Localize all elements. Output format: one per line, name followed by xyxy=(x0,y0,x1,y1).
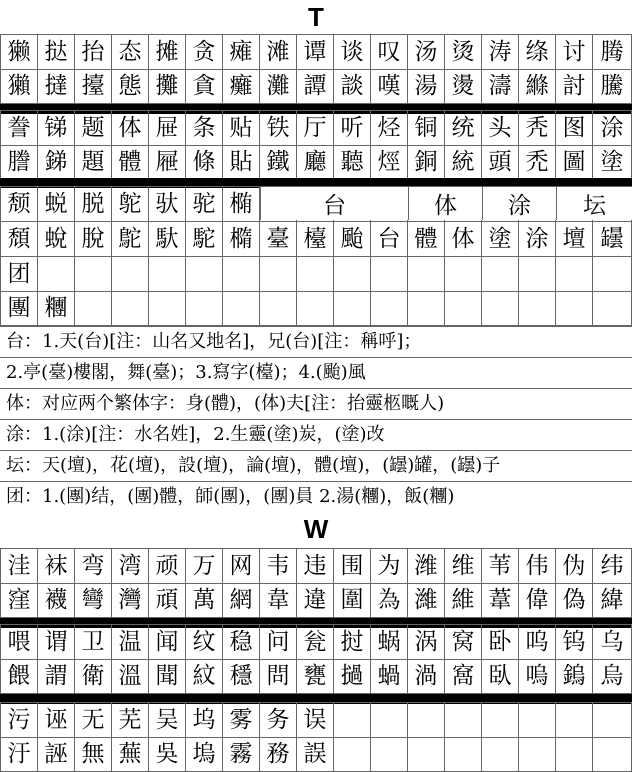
char-cell: 汙 xyxy=(0,738,37,771)
char-cell xyxy=(333,292,370,325)
char-cell: 談 xyxy=(333,70,370,103)
char-cell: 台 xyxy=(370,222,407,256)
char-cell: 聽 xyxy=(333,146,370,179)
char-cell: 問 xyxy=(259,660,296,693)
merged-header-label: 体 xyxy=(434,193,457,219)
char-cell xyxy=(333,738,370,771)
merged-header-cell xyxy=(556,187,632,220)
char-cell: 檯 xyxy=(296,222,333,256)
char-cell: 謂 xyxy=(37,660,74,693)
char-cell: 驼 xyxy=(185,187,222,221)
char-table-t-2 xyxy=(0,110,632,180)
note-line: 坛：天(壇)，花(壇)，設(壇)，論(壇)，體(壇)，(罎)罐，(罎)子 xyxy=(0,450,632,480)
char-cell: 洼 xyxy=(0,549,37,583)
char-cell: 臥 xyxy=(481,660,518,693)
char-cell: 撻 xyxy=(37,70,74,103)
char-cell: 吳 xyxy=(148,738,185,771)
note-line: 体：对应两个繁体字：身(體)，(体)夫[注：抬靈柩嘅人) xyxy=(0,388,632,418)
char-cell: 鐵 xyxy=(259,146,296,179)
char-cell: 谭 xyxy=(296,35,333,69)
note-line: 台：1.天(台)[注：山名又地名]，兄(台)[注：稱呼]； xyxy=(0,326,632,356)
char-cell: 討 xyxy=(555,70,592,103)
char-cell: 摊 xyxy=(148,35,185,69)
char-cell: 聞 xyxy=(148,660,185,693)
char-cell: 頑 xyxy=(148,584,185,617)
char-cell: 涛 xyxy=(481,35,518,69)
char-cell xyxy=(185,257,222,291)
char-cell: 蕪 xyxy=(111,738,148,771)
char-cell xyxy=(592,257,632,291)
char-cell: 驮 xyxy=(148,187,185,221)
char-cell: 涡 xyxy=(407,625,444,659)
merged-header-label: 坛 xyxy=(583,193,606,219)
char-cell: 腾 xyxy=(592,35,632,69)
char-cell: 甕 xyxy=(296,660,333,693)
char-cell: 诬 xyxy=(37,703,74,737)
char-cell: 偉 xyxy=(518,584,555,617)
char-cell: 偽 xyxy=(555,584,592,617)
char-cell: 叹 xyxy=(370,35,407,69)
merged-header-label: 台 xyxy=(323,193,346,219)
char-cell: 贪 xyxy=(185,35,222,69)
char-table-t-3 xyxy=(0,186,632,256)
char-cell xyxy=(148,292,185,325)
char-cell: 铜 xyxy=(407,111,444,145)
simplified-row xyxy=(0,624,632,659)
char-cell xyxy=(444,738,481,771)
char-cell xyxy=(518,257,555,291)
char-cell: 体 xyxy=(111,111,148,145)
char-cell: 蜕 xyxy=(37,187,74,221)
char-table-w-2 xyxy=(0,624,632,694)
char-cell: 窩 xyxy=(444,660,481,693)
char-cell: 污 xyxy=(0,703,37,737)
char-cell: 挝 xyxy=(333,625,370,659)
char-cell: 滩 xyxy=(259,35,296,69)
char-cell: 癱 xyxy=(222,70,259,103)
char-cell: 灣 xyxy=(111,584,148,617)
char-cell: 网 xyxy=(222,549,259,583)
char-cell: 萬 xyxy=(185,584,222,617)
char-cell: 獺 xyxy=(0,70,37,103)
char-cell xyxy=(222,257,259,291)
char-cell xyxy=(370,738,407,771)
char-cell: 温 xyxy=(111,625,148,659)
char-cell xyxy=(592,292,632,325)
char-cell: 纹 xyxy=(185,625,222,659)
char-cell xyxy=(481,292,518,325)
char-cell: 穩 xyxy=(222,660,259,693)
char-cell: 颓 xyxy=(0,187,37,221)
char-cell: 湯 xyxy=(407,70,444,103)
merged-header-cell xyxy=(260,187,408,220)
section-title-t: T xyxy=(308,2,324,32)
char-cell: 圖 xyxy=(555,146,592,179)
char-cell: 问 xyxy=(259,625,296,659)
char-cell: 维 xyxy=(444,549,481,583)
char-cell: 塗 xyxy=(481,222,518,256)
char-cell xyxy=(444,257,481,291)
char-cell: 禿 xyxy=(518,146,555,179)
char-cell xyxy=(148,257,185,291)
char-cell: 湾 xyxy=(111,549,148,583)
char-cell: 體 xyxy=(111,146,148,179)
char-cell: 韋 xyxy=(259,584,296,617)
char-cell xyxy=(333,703,370,737)
char-cell: 縧 xyxy=(518,70,555,103)
char-cell: 秃 xyxy=(518,111,555,145)
char-cell: 緯 xyxy=(592,584,632,617)
char-cell xyxy=(370,703,407,737)
char-cell: 臺 xyxy=(259,222,296,256)
char-cell: 态 xyxy=(111,35,148,69)
char-cell xyxy=(407,703,444,737)
char-cell: 伪 xyxy=(555,549,592,583)
char-cell: 誣 xyxy=(37,738,74,771)
char-cell xyxy=(481,738,518,771)
char-cell: 违 xyxy=(296,549,333,583)
char-cell: 烃 xyxy=(370,111,407,145)
char-cell: 譚 xyxy=(296,70,333,103)
char-cell: 喂 xyxy=(0,625,37,659)
char-cell: 抬 xyxy=(74,35,111,69)
char-cell: 袜 xyxy=(37,549,74,583)
char-cell: 蝸 xyxy=(370,660,407,693)
char-cell xyxy=(296,292,333,325)
char-cell xyxy=(259,292,296,325)
char-cell: 绦 xyxy=(518,35,555,69)
char-cell: 万 xyxy=(185,549,222,583)
char-cell xyxy=(592,738,632,771)
char-cell: 题 xyxy=(74,111,111,145)
char-cell: 窝 xyxy=(444,625,481,659)
merged-header-cell xyxy=(408,187,482,220)
char-cell: 雾 xyxy=(222,703,259,737)
char-cell xyxy=(370,257,407,291)
char-cell: 圍 xyxy=(333,584,370,617)
char-cell: 屉 xyxy=(148,111,185,145)
char-cell xyxy=(370,292,407,325)
simplified-row xyxy=(0,256,632,291)
char-cell xyxy=(37,257,74,291)
merged-header-label: 涂 xyxy=(508,193,531,219)
char-cell: 顽 xyxy=(148,549,185,583)
char-table-t-4 xyxy=(0,256,632,326)
char-cell: 駝 xyxy=(185,222,222,256)
char-cell: 讨 xyxy=(555,35,592,69)
char-cell: 糰 xyxy=(37,292,74,325)
traditional-row xyxy=(0,145,632,180)
char-cell: 態 xyxy=(111,70,148,103)
char-cell: 鎢 xyxy=(555,660,592,693)
char-cell: 無 xyxy=(74,738,111,771)
char-cell: 韦 xyxy=(259,549,296,583)
traditional-row xyxy=(0,291,632,326)
char-cell xyxy=(296,257,333,291)
char-cell: 擡 xyxy=(74,70,111,103)
section-title-w: W xyxy=(303,514,329,544)
char-cell: 闻 xyxy=(148,625,185,659)
char-cell xyxy=(518,703,555,737)
char-cell: 呜 xyxy=(518,625,555,659)
char-cell: 灘 xyxy=(259,70,296,103)
char-cell: 濰 xyxy=(407,584,444,617)
char-cell: 瘫 xyxy=(222,35,259,69)
char-cell xyxy=(74,292,111,325)
char-cell: 为 xyxy=(370,549,407,583)
char-cell xyxy=(481,257,518,291)
char-cell xyxy=(444,703,481,737)
char-cell: 誤 xyxy=(296,738,333,771)
char-cell: 烴 xyxy=(370,146,407,179)
char-cell: 脫 xyxy=(74,222,111,256)
char-cell: 葦 xyxy=(481,584,518,617)
char-cell: 貪 xyxy=(185,70,222,103)
char-cell: 橢 xyxy=(222,222,259,256)
char-cell xyxy=(592,703,632,737)
char-cell: 獭 xyxy=(0,35,37,69)
char-cell: 燙 xyxy=(444,70,481,103)
char-cell: 稳 xyxy=(222,625,259,659)
char-cell: 攤 xyxy=(148,70,185,103)
char-cell: 烏 xyxy=(592,660,632,693)
char-cell: 听 xyxy=(333,111,370,145)
char-cell: 維 xyxy=(444,584,481,617)
char-cell: 乌 xyxy=(592,625,632,659)
char-cell: 嘆 xyxy=(370,70,407,103)
char-cell: 謄 xyxy=(0,146,37,179)
char-cell: 頭 xyxy=(481,146,518,179)
char-cell xyxy=(444,292,481,325)
char-cell: 塗 xyxy=(592,146,632,179)
char-cell: 头 xyxy=(481,111,518,145)
char-cell: 窪 xyxy=(0,584,37,617)
char-cell: 谈 xyxy=(333,35,370,69)
char-cell xyxy=(111,257,148,291)
traditional-row xyxy=(0,737,632,772)
char-cell: 務 xyxy=(259,738,296,771)
char-cell: 椭 xyxy=(222,187,259,221)
char-cell: 体 xyxy=(444,222,481,256)
char-cell: 潍 xyxy=(407,549,444,583)
char-cell: 厅 xyxy=(296,111,333,145)
char-cell: 團 xyxy=(0,292,37,325)
char-cell: 纬 xyxy=(592,549,632,583)
char-cell xyxy=(518,738,555,771)
char-cell: 馱 xyxy=(148,222,185,256)
char-cell: 網 xyxy=(222,584,259,617)
char-cell: 统 xyxy=(444,111,481,145)
char-cell: 頹 xyxy=(0,222,37,256)
simplified-row xyxy=(0,34,632,69)
char-cell xyxy=(555,703,592,737)
char-table-w-1 xyxy=(0,548,632,618)
char-cell: 弯 xyxy=(74,549,111,583)
char-cell: 體 xyxy=(407,222,444,256)
char-cell: 餵 xyxy=(0,660,37,693)
char-cell: 瓮 xyxy=(296,625,333,659)
char-cell: 无 xyxy=(74,703,111,737)
merged-header-cell xyxy=(482,187,556,220)
simplified-row xyxy=(0,548,632,583)
char-cell: 钨 xyxy=(555,625,592,659)
traditional-row xyxy=(0,659,632,694)
traditional-row xyxy=(0,69,632,104)
char-cell xyxy=(259,257,296,291)
char-cell: 卫 xyxy=(74,625,111,659)
simplified-row xyxy=(0,110,632,145)
char-cell: 違 xyxy=(296,584,333,617)
char-cell xyxy=(222,292,259,325)
char-cell: 务 xyxy=(259,703,296,737)
char-cell: 鸵 xyxy=(111,187,148,221)
char-cell: 統 xyxy=(444,146,481,179)
char-cell xyxy=(518,292,555,325)
char-cell: 图 xyxy=(555,111,592,145)
char-cell xyxy=(185,292,222,325)
char-cell: 谓 xyxy=(37,625,74,659)
char-cell xyxy=(407,738,444,771)
char-cell: 伟 xyxy=(518,549,555,583)
char-table-w-3 xyxy=(0,702,632,772)
char-cell: 彎 xyxy=(74,584,111,617)
char-cell: 卧 xyxy=(481,625,518,659)
char-cell xyxy=(111,292,148,325)
char-table-t-1 xyxy=(0,34,632,104)
char-cell: 襪 xyxy=(37,584,74,617)
char-cell: 芜 xyxy=(111,703,148,737)
char-cell: 涂 xyxy=(592,111,632,145)
char-cell: 為 xyxy=(370,584,407,617)
char-cell: 題 xyxy=(74,146,111,179)
char-cell: 挞 xyxy=(37,35,74,69)
char-cell: 贴 xyxy=(222,111,259,145)
char-cell xyxy=(407,292,444,325)
char-cell: 溫 xyxy=(111,660,148,693)
char-cell: 壇 xyxy=(555,222,592,256)
char-cell: 颱 xyxy=(333,222,370,256)
char-cell: 铁 xyxy=(259,111,296,145)
char-cell: 苇 xyxy=(481,549,518,583)
char-cell: 嗚 xyxy=(518,660,555,693)
char-cell xyxy=(481,703,518,737)
char-cell: 鴕 xyxy=(111,222,148,256)
traditional-row xyxy=(0,221,632,256)
note-line: 涂：1.(涂)[注：水名姓]，2.生靈(塗)炭，(塗)改 xyxy=(0,419,632,449)
char-cell xyxy=(555,738,592,771)
char-cell xyxy=(407,257,444,291)
char-cell: 蜗 xyxy=(370,625,407,659)
char-cell: 锑 xyxy=(37,111,74,145)
char-cell: 坞 xyxy=(185,703,222,737)
char-cell: 汤 xyxy=(407,35,444,69)
char-cell xyxy=(333,257,370,291)
char-cell: 廳 xyxy=(296,146,333,179)
char-cell: 烫 xyxy=(444,35,481,69)
char-cell: 蛻 xyxy=(37,222,74,256)
char-cell: 濤 xyxy=(481,70,518,103)
char-cell: 紋 xyxy=(185,660,222,693)
char-cell: 脱 xyxy=(74,187,111,221)
char-cell: 罎 xyxy=(592,222,632,256)
traditional-row xyxy=(0,583,632,618)
char-cell: 围 xyxy=(333,549,370,583)
char-cell: 塢 xyxy=(185,738,222,771)
char-cell: 條 xyxy=(185,146,222,179)
char-cell: 銻 xyxy=(37,146,74,179)
note-line: 团：1.(團)结，(團)體，師(團)，(團)員 2.湯(糰)，飯(糰) xyxy=(0,481,632,511)
char-cell: 騰 xyxy=(592,70,632,103)
char-cell: 貼 xyxy=(222,146,259,179)
char-cell xyxy=(555,292,592,325)
char-cell: 誊 xyxy=(0,111,37,145)
simplified-row xyxy=(0,702,632,737)
char-cell xyxy=(555,257,592,291)
char-cell xyxy=(74,257,111,291)
char-cell: 涂 xyxy=(518,222,555,256)
char-cell: 条 xyxy=(185,111,222,145)
char-cell: 銅 xyxy=(407,146,444,179)
char-cell: 霧 xyxy=(222,738,259,771)
char-cell: 撾 xyxy=(333,660,370,693)
note-line: 2.亭(臺)樓閣，舞(臺)；3.寫字(檯)；4.(颱)風 xyxy=(0,357,632,387)
char-cell: 吴 xyxy=(148,703,185,737)
char-cell: 团 xyxy=(0,257,37,291)
char-cell: 渦 xyxy=(407,660,444,693)
char-cell: 误 xyxy=(296,703,333,737)
char-cell: 衛 xyxy=(74,660,111,693)
char-cell: 屜 xyxy=(148,146,185,179)
